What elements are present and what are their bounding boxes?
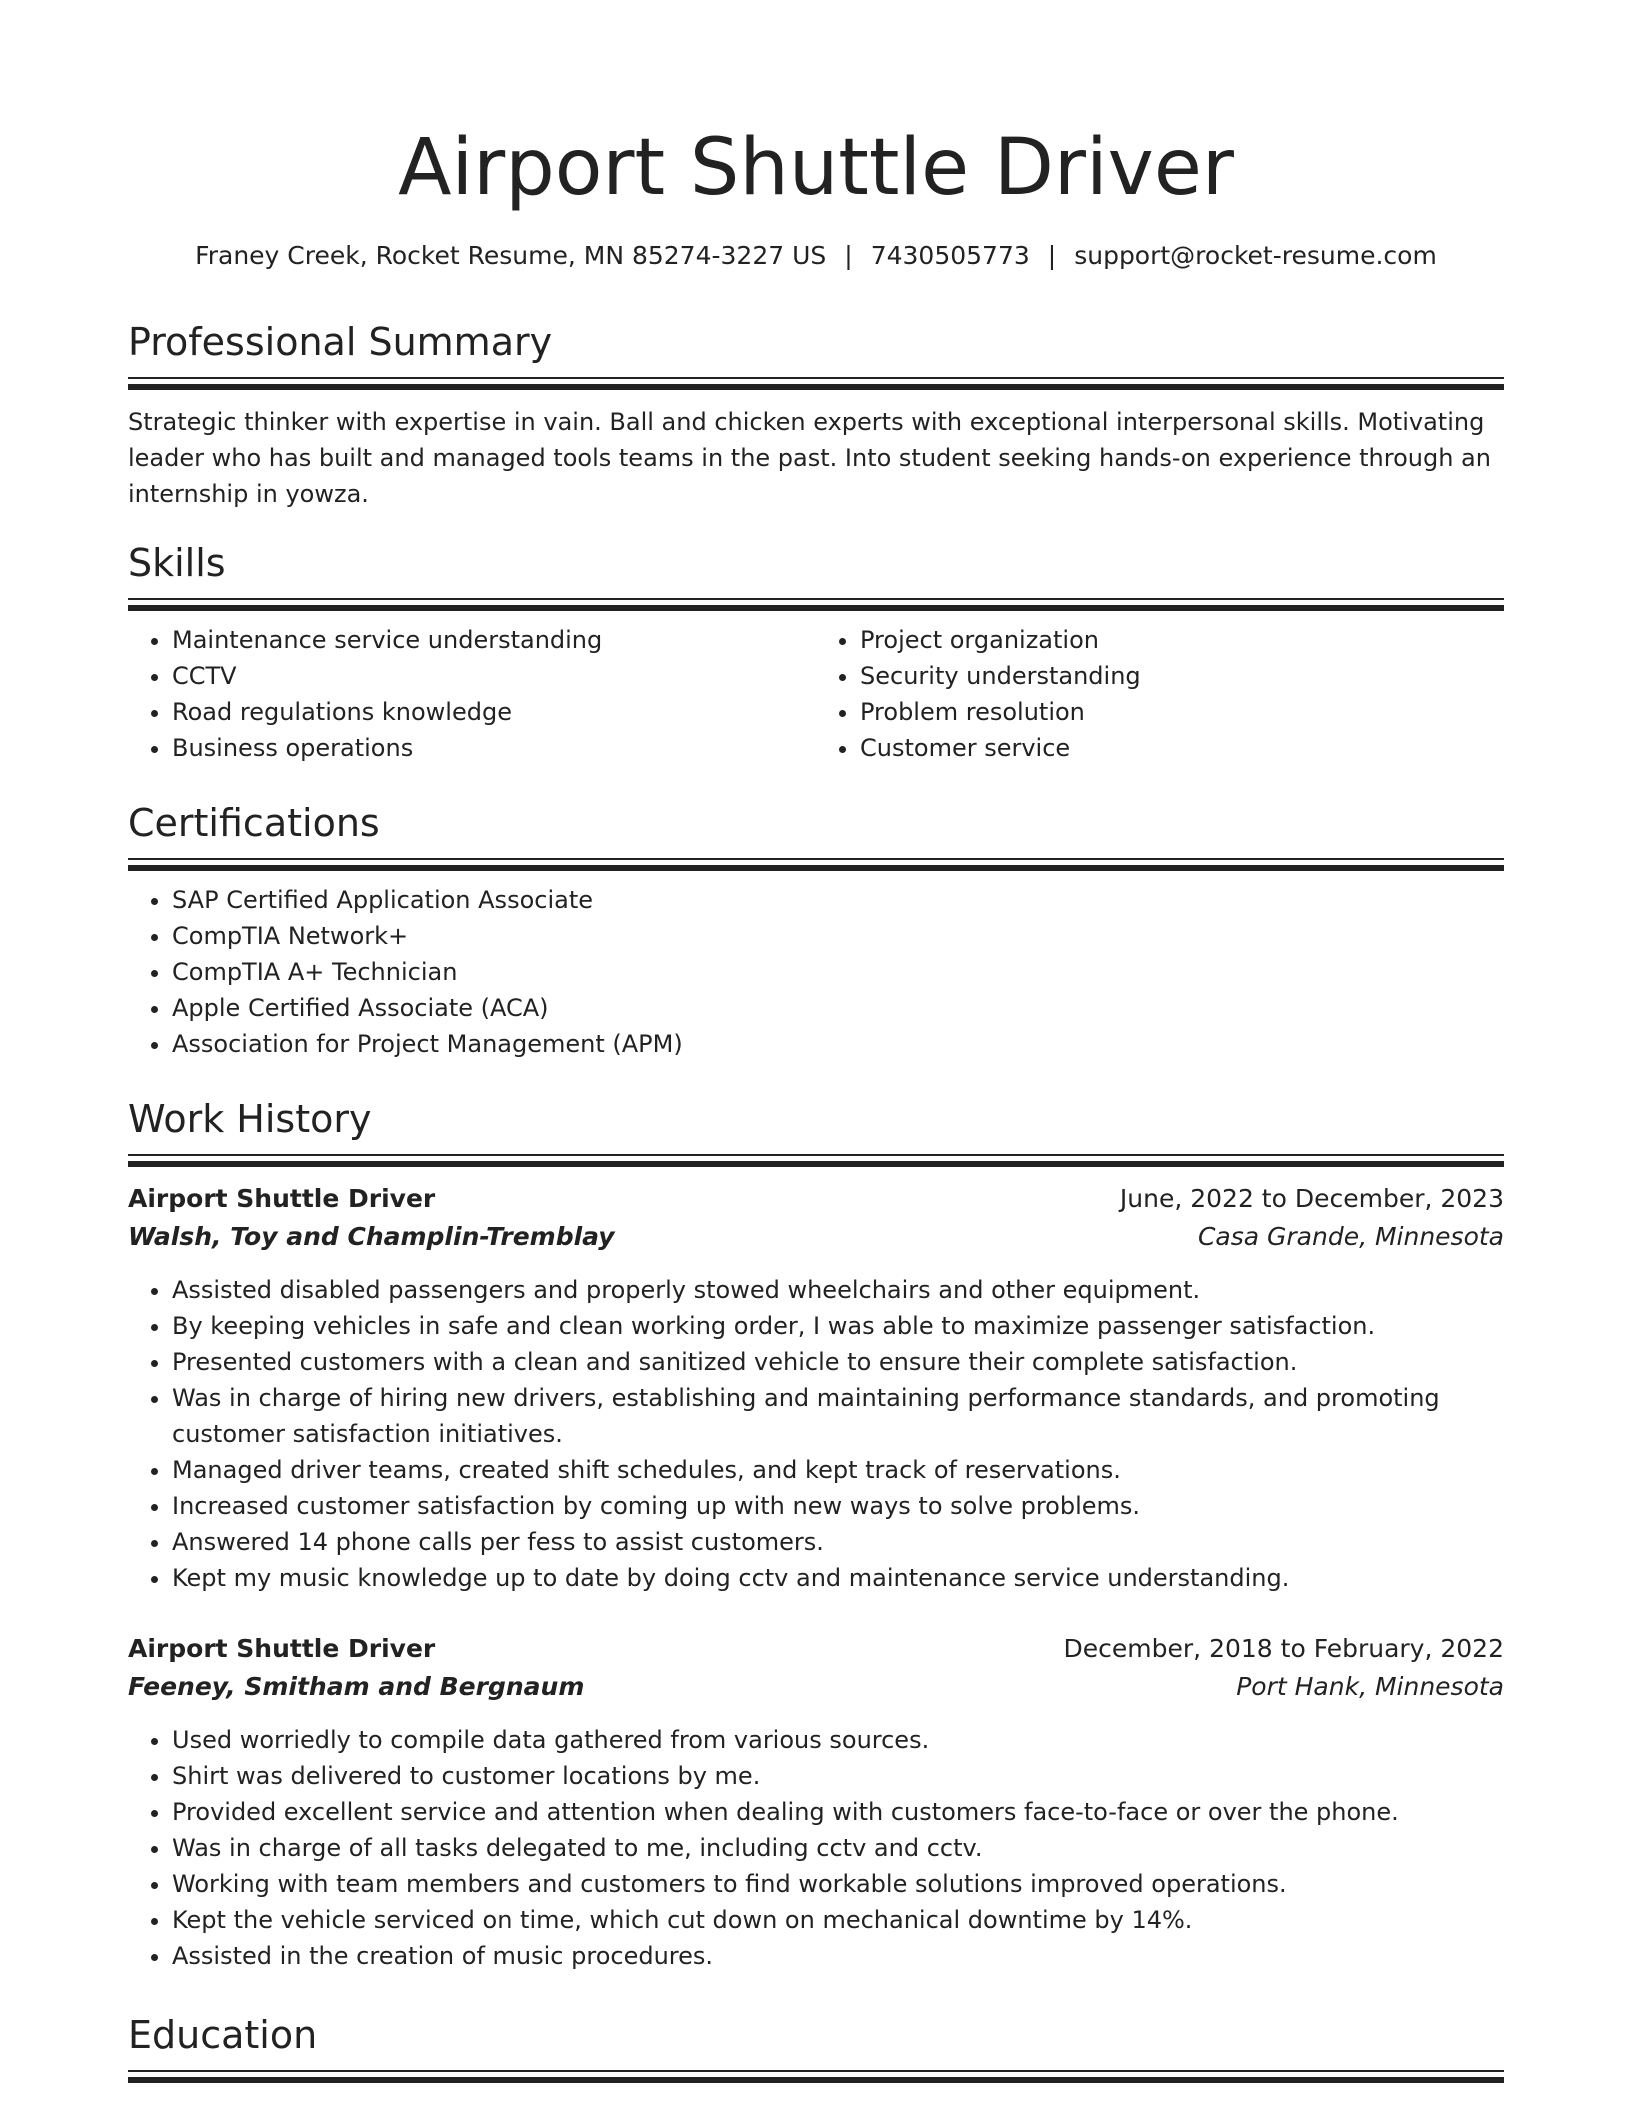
work-history-section bbox=[128, 1094, 1504, 1974]
skills-heading: Skills bbox=[128, 541, 226, 585]
section-divider bbox=[128, 2070, 1504, 2084]
skill-item: • Security understanding bbox=[860, 658, 1504, 694]
skills-list-left bbox=[128, 622, 816, 766]
job-entry bbox=[128, 1180, 1504, 1596]
certifications-section bbox=[128, 798, 1504, 1062]
job-location: Port Hank, Minnesota bbox=[1236, 1672, 1504, 1701]
skill-item: • Maintenance service understanding bbox=[172, 622, 816, 658]
job-bullet: • Was in charge of all tasks delegated to me, including cctv and cctv. bbox=[172, 1830, 1504, 1866]
skills-section bbox=[128, 538, 1504, 766]
job-dates: June, 2022 to December, 2023 bbox=[1119, 1184, 1504, 1213]
section-divider bbox=[128, 598, 1504, 612]
skill-item: • Customer service bbox=[860, 730, 1504, 766]
certification-item: • Apple Certified Associate (ACA) bbox=[172, 990, 1504, 1026]
summary-heading: Professional Summary bbox=[128, 320, 553, 364]
job-entry bbox=[128, 1630, 1504, 1974]
skill-item: • Project organization bbox=[860, 622, 1504, 658]
education-section bbox=[128, 2010, 1504, 2084]
contact-separator: | bbox=[1047, 241, 1057, 270]
skill-item: • Business operations bbox=[172, 730, 816, 766]
certifications-list bbox=[128, 882, 1504, 1062]
skills-list-right bbox=[816, 622, 1504, 766]
job-title: Airport Shuttle Driver bbox=[128, 1634, 436, 1663]
job-bullet: • Kept my music knowledge up to date by doing cctv and maintenance service understanding. bbox=[172, 1560, 1504, 1596]
job-bullet: • Answered 14 phone calls per fess to assist customers. bbox=[172, 1524, 1504, 1560]
job-bullet: • Managed driver teams, created shift schedules, and kept track of reservations. bbox=[172, 1452, 1504, 1488]
section-divider bbox=[128, 858, 1504, 872]
contact-separator: | bbox=[844, 241, 853, 270]
contact-line bbox=[128, 238, 1504, 274]
job-bullet: • Assisted disabled passengers and properly stowed wheelchairs and other equipment. bbox=[172, 1272, 1504, 1308]
contact-email: support@rocket-resume.com bbox=[1074, 241, 1437, 270]
summary-text: Strategic thinker with expertise in vain. Ball and chicken experts with exceptional interpersonal skills. Motivating leader who has built and managed tools teams in the past. Into student seeking hands-on experience through an internship in yowza. bbox=[128, 408, 1491, 508]
job-bullet: • Kept the vehicle serviced on time, which cut down on mechanical downtime by 14%. bbox=[172, 1902, 1504, 1938]
job-company-row bbox=[128, 1218, 1504, 1256]
skill-item: • Road regulations knowledge bbox=[172, 694, 816, 730]
job-bullets bbox=[128, 1722, 1504, 1974]
job-location: Casa Grande, Minnesota bbox=[1197, 1222, 1504, 1251]
skill-item: • Problem resolution bbox=[860, 694, 1504, 730]
certifications-heading: Certifications bbox=[128, 801, 380, 845]
certification-item: • CompTIA Network+ bbox=[172, 918, 1504, 954]
skills-columns bbox=[128, 622, 1504, 766]
job-header-row bbox=[128, 1630, 1504, 1668]
contact-address: Franey Creek, Rocket Resume, MN 85274-3227 US bbox=[195, 241, 827, 270]
job-bullet: • Assisted in the creation of music procedures. bbox=[172, 1938, 1504, 1974]
section-divider bbox=[128, 1154, 1504, 1168]
job-bullet: • Was in charge of hiring new drivers, establishing and maintaining performance standards, and promoting customer satisfaction initiatives. bbox=[172, 1380, 1504, 1452]
job-title: Airport Shuttle Driver bbox=[128, 1184, 436, 1213]
job-company: Walsh, Toy and Champlin-Tremblay bbox=[128, 1222, 615, 1251]
job-bullet: • By keeping vehicles in safe and clean working order, I was able to maximize passenger satisfaction. bbox=[172, 1308, 1504, 1344]
job-company-row bbox=[128, 1668, 1504, 1706]
job-bullet: • Provided excellent service and attention when dealing with customers face-to-face or over the phone. bbox=[172, 1794, 1504, 1830]
work-history-heading: Work History bbox=[128, 1097, 372, 1141]
certification-item: • SAP Certified Application Associate bbox=[172, 882, 1504, 918]
job-bullet: • Working with team members and customers to find workable solutions improved operations. bbox=[172, 1866, 1504, 1902]
job-header-row bbox=[128, 1180, 1504, 1218]
section-divider bbox=[128, 377, 1504, 391]
contact-phone: 7430505773 bbox=[870, 241, 1030, 270]
job-bullet: • Used worriedly to compile data gathered from various sources. bbox=[172, 1722, 1504, 1758]
job-company: Feeney, Smitham and Bergnaum bbox=[128, 1672, 585, 1701]
job-bullet: • Shirt was delivered to customer locations by me. bbox=[172, 1758, 1504, 1794]
certification-item: • CompTIA A+ Technician bbox=[172, 954, 1504, 990]
job-bullet: • Increased customer satisfaction by coming up with new ways to solve problems. bbox=[172, 1488, 1504, 1524]
job-bullets bbox=[128, 1272, 1504, 1596]
job-bullet: • Presented customers with a clean and sanitized vehicle to ensure their complete satisfaction. bbox=[172, 1344, 1504, 1380]
job-dates: December, 2018 to February, 2022 bbox=[1063, 1634, 1504, 1663]
page-title: Airport Shuttle Driver bbox=[398, 123, 1234, 213]
skill-item: • CCTV bbox=[172, 658, 816, 694]
summary-section bbox=[128, 317, 1504, 512]
certification-item: • Association for Project Management (APM) bbox=[172, 1026, 1504, 1062]
education-heading: Education bbox=[128, 2013, 318, 2057]
